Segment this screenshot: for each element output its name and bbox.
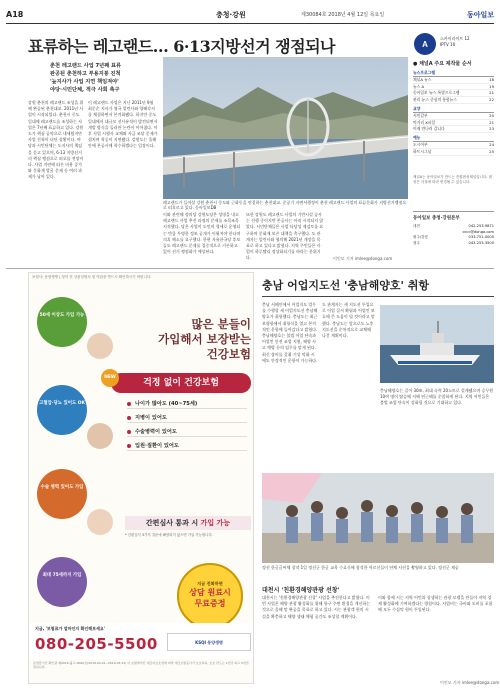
top-headline: 표류하는 레고랜드… 6·13지방선거 쟁점되나 bbox=[28, 37, 335, 56]
schedule-row bbox=[413, 149, 494, 156]
schedule-list bbox=[413, 68, 494, 156]
article-byline: 이인모 기자 imlee@donga.com bbox=[440, 680, 500, 685]
schedule-time: 21 bbox=[489, 119, 494, 125]
schedule-program: 도시어부 bbox=[413, 141, 428, 147]
schedule-row bbox=[413, 106, 494, 113]
page-header bbox=[6, 10, 494, 22]
section-divider bbox=[6, 268, 494, 269]
schedule-program: 채널A 뉴스 bbox=[413, 76, 432, 82]
badge-big-text: 무료증정 bbox=[194, 599, 226, 608]
schedule-time: 22 bbox=[489, 97, 494, 103]
schedule-program: 관리 뉴스 중심의 통합뉴스 bbox=[413, 97, 457, 103]
article-column: 충남해양호는 길이 30m, 최대 속력 20노트로 설계됐으며 승무원 10여 명이 탑승해 서해 연근해를 순찰하게 된다. 지역 어민들은 불법 조업 단속이 강화될 것으로 기대하고 있다. bbox=[380, 388, 494, 406]
schedule-program: 이제 만나러 갑니다 bbox=[413, 126, 445, 132]
issue-date: 제30084호 2018년 4월 12일 목요일 bbox=[301, 12, 385, 18]
deck-line: 춘천 레고랜드 사업 7년째 표류 bbox=[50, 63, 121, 69]
bureau-contact: 043-253-3500 bbox=[468, 240, 494, 245]
bridge-photo bbox=[163, 57, 408, 199]
schedule-row bbox=[413, 77, 494, 84]
schedule-program: 예능 bbox=[413, 135, 421, 141]
channel-numbers bbox=[440, 36, 470, 48]
schedule-note: 채널A는 동아일보가 만드는 종합편성채널입니다. 편성은 사정에 따라 변경될 수 있습니다. bbox=[413, 175, 492, 184]
article-column: 도 관계자는 새 지도선 투입으로 어업 질서 확립과 어업인 보호에 큰 도움이 될 것이라고 말했다. 충남도는 앞으로도 노후 지도선을 순차적으로 교체해 나갈 계획이다. bbox=[322, 302, 375, 339]
schedule-row bbox=[413, 120, 494, 127]
ad-circle-text: 최대 75세까지 가입 bbox=[42, 573, 82, 578]
phone-label: 지금, '보험료가 얼마인지 확인해보세요' bbox=[35, 626, 105, 631]
badge-big-text: 상담 원료시 bbox=[189, 588, 231, 597]
svg-text:A: A bbox=[422, 40, 428, 49]
article-column: 이와 함께 시는 지역 어민과 상생하는 관광 모델을 만들어 지역 경제 활성화에 기여하겠다는 방침이다. 사업비는 국비와 도비를 포함해 모두 수십억 원이 투입된다. bbox=[378, 595, 493, 613]
ad-main-line: 건강보험 bbox=[206, 347, 251, 361]
bureau-label: 청주 bbox=[413, 240, 420, 245]
ad-circle bbox=[37, 297, 87, 347]
article-column: 또한 강원도 레고랜드 사업의 기반시설 공사는 진행 중이지만 본공사는 아직 시작되지 않았다. 시민단체들은 사업 타당성 재검토를 요구하며 문화재 보존 대책을 촉구했다. 도 관계자는 멀린사와 협의해 2021년 개장을 목표로 하고 있다고 밝혔다. 지역 주민들은 사업이 하루빨리 정상화되기를 바라는 분위기다. bbox=[246, 212, 324, 261]
ad-circle-text: 고혈압·당뇨 있어도 OK bbox=[39, 401, 85, 406]
schedule-program: 서민갑부 bbox=[413, 112, 428, 118]
ad-circle-text: 수술 병력 있어도 가입 bbox=[40, 485, 84, 490]
ad-main-line: 가입해서 보장받는 bbox=[158, 332, 251, 346]
schedule-program: 동아일보 뉴스 특별프로그램 bbox=[413, 90, 460, 96]
insurer-logo: KSQI 동양생명 bbox=[167, 633, 251, 651]
photo-caption: 레고랜드가 들어설 강원 춘천시 중도와 근화동을 연결하는 춘천대교. 준공기 자면서행정이 춘천 레고랜드 사업의 표류문화가 지방선거쟁점으로 떠오르고 있다. 동아일보DB bbox=[163, 200, 407, 210]
schedule-program: 뉴스프로그램 bbox=[413, 70, 436, 75]
ad-product-pill: 걱정 없이 건강보험 bbox=[111, 373, 251, 393]
new-badge: NEW bbox=[101, 369, 119, 387]
ad-top-note: 보험사: 동양생명 | 청약 전 상품설명서 및 약관을 반드시 확인하시기 바랍니다. bbox=[32, 275, 152, 279]
ad-benefit-item: 지병이 있어도 bbox=[127, 413, 247, 423]
schedule-row bbox=[413, 90, 494, 97]
ad-banner-emph: 가입 가능 bbox=[200, 519, 231, 527]
article-column: 대천시는 '친환경해양관광 선창' 사업을 추진한다고 밝혔다. 이번 사업은 해양 관광 활성화를 위해 항구 주변 환경을 개선하는 것으로 올해 말 완공을 목표로 하고 있다. 시는 관광객 편의 시설을 확충하고 해양 생태 체험 공간도 조성할 계획이다. bbox=[262, 595, 371, 619]
schedule-time: 18 bbox=[489, 76, 494, 82]
insurance-ad bbox=[28, 272, 254, 684]
schedule-row bbox=[413, 70, 494, 77]
schedule-program: 먹거리 X파일 bbox=[413, 119, 436, 125]
channel-line: 스카이라이프 12 bbox=[440, 36, 470, 41]
channel-line: IPTV 10 bbox=[440, 42, 456, 47]
article-column: 이 레고랜드 사업은 지난 2011년 9월 최문순 지사가 영국 멀린사와 양해각서를 체결하면서 본격화됐다. 하지만 중도 일대에서 대규모 선사유적이 발견되면서 개발 방식을 둘러싼 논란이 이어졌다. 이후 사업 시행사 교체와 자금 조달 문제가 겹치며 착공이 지연됐다. 강원도는 올해 안에 본공사에 착수하겠다는 입장이다. bbox=[88, 100, 158, 149]
group-photo bbox=[262, 473, 494, 563]
bureau-row bbox=[413, 241, 494, 247]
ad-legal-text: 준법감시인 확인필 제2018-광고-0000호(2018.04.01~2019.03.31) 이 보험계약은 예금자보호법에 따라 예금보험공사가 보호하되, 보호 한도는 1인당 최고 5천만원입니다. bbox=[33, 661, 249, 670]
ad-circle-text: 50세 이상도 가입 가능 bbox=[39, 313, 85, 318]
ad-main-line: 많은 분들이 bbox=[191, 317, 251, 331]
schedule-row bbox=[413, 142, 494, 149]
ad-fine-print: * 간편심사 3가지 질문에 해당되지 않으면 가입 가능합니다. bbox=[125, 533, 213, 537]
schedule-row bbox=[413, 126, 494, 133]
ad-banner bbox=[125, 516, 251, 530]
bureau-contact: cccc@donga.com bbox=[462, 229, 494, 234]
schedule-time: 21 bbox=[489, 90, 494, 96]
ad-benefit-item: 나이가 많아도 (40~75세) bbox=[127, 399, 247, 409]
bureau-box bbox=[413, 211, 494, 246]
phone-number: 080-205-5500 bbox=[35, 635, 158, 653]
page-number: A18 bbox=[6, 10, 24, 19]
article-byline: 이인모 기자 imlee@donga.com bbox=[333, 256, 393, 261]
deck-line: 완공된 춘천하고 부용지붕 진척 bbox=[50, 71, 121, 77]
bureau-label: 원주/강릉 bbox=[413, 235, 429, 239]
schedule-program: 하트시그널 bbox=[413, 148, 432, 154]
channel-a-logo bbox=[413, 32, 437, 56]
badge-small-text: 지금 전화하면 bbox=[197, 581, 223, 586]
deck-line: '늪지사가 사업 지연 책임져야' bbox=[50, 79, 119, 85]
bureau-title: 동아일보 충청·강원본부 bbox=[413, 216, 460, 221]
ad-benefit-item: 수술병력이 있어도 bbox=[127, 427, 247, 437]
top-deck bbox=[50, 62, 160, 94]
section-name: 충청·강원 bbox=[216, 11, 246, 19]
ad-benefit-item: 입원·질환이 있어도 bbox=[127, 441, 247, 451]
bureau-contact: 042-253-9871 bbox=[468, 224, 494, 228]
ad-circle bbox=[37, 385, 87, 435]
person-face-icon bbox=[87, 423, 113, 449]
ad-circle bbox=[37, 469, 87, 519]
ad-main-copy bbox=[111, 317, 251, 362]
newspaper-logo: 동아일보 bbox=[466, 10, 494, 19]
schedule-program: 뉴스 A bbox=[413, 83, 425, 89]
article-column: 강원 춘천의 레고랜드 조성을 위해 완공된 춘천대교. 2011년 사업이 시작되었다. 춘천시 중도 일대에 레고랜드를 조성하는 사업은 7년째 표류하고 있다. 강원도가 핵심 공약으로 내세웠지만 사업 진척이 더딘 상황이다. 야당과 시민단체는 도지사의 책임을 묻고 있으며, 6·13 지방선거의 핵심 쟁점으로 떠오를 전망이다. 사업 지연에 따른 비용 증가와 문화재 발굴 문제 등 여러 과제가 남아 있다. bbox=[28, 100, 84, 180]
schedule-time: 19 bbox=[489, 83, 494, 89]
free-gift-badge bbox=[177, 563, 243, 629]
schedule-time: 23 bbox=[489, 126, 494, 132]
sub-headline: 대천시 '친환경해양관광 선창' bbox=[262, 587, 340, 594]
ad-phone-panel bbox=[29, 623, 254, 659]
ad-banner-text: 간편심사 통과 시 bbox=[145, 519, 199, 527]
schedule-row bbox=[413, 113, 494, 120]
schedule-title: ● 채널A 주요 제작물 순서 bbox=[413, 61, 472, 67]
schedule-time: 24 bbox=[489, 141, 494, 147]
person-face-icon bbox=[87, 509, 113, 535]
schedule-row bbox=[413, 135, 494, 142]
ad-circle bbox=[37, 557, 87, 607]
right-rule bbox=[262, 296, 494, 297]
right-headline: 충남 어업지도선 '충남해양호' 취항 bbox=[262, 279, 429, 292]
group-photo-caption: 정선 한글글씨체 창작 1일 정선군 한글 교육 수료식에 참석한 어르신들이 단체 사진을 촬영하고 있다. 정선군 제공 bbox=[262, 565, 459, 570]
schedule-row bbox=[413, 84, 494, 91]
bureau-label: 대전 bbox=[413, 224, 420, 228]
ship-photo bbox=[380, 305, 494, 383]
schedule-time: 20 bbox=[489, 112, 494, 118]
schedule-row bbox=[413, 97, 494, 104]
article-column: 충남 서해안에서 어업지도 업무를 수행할 새 어업지도선 충남해양호가 취항했다. 충남도는 최근 보령항에서 취항식을 열고 본격적인 운항에 들어갔다고 밝혔다. 충남해양호는 불법 어업 단속과 어업인 안전 조업 지원, 해양 사고 예방 등의 임무를 맡게 된다. 최신 장비를 갖춰 기상 악화 시에도 안정적인 운항이 가능하다. bbox=[262, 302, 318, 363]
schedule-program: 교양 bbox=[413, 105, 421, 111]
person-face-icon bbox=[87, 333, 113, 359]
deck-line: 야당·시민단체, 적극 사회 촉구 bbox=[50, 87, 120, 93]
bureau-contact: 033-751-0000 bbox=[468, 235, 494, 239]
article-column: 이와 관련해 정의당 강원도당은 성명을 내고 레고랜드 사업 추진 과정의 문제를 조목조목 지적했다. 당은 사업이 도민의 혈세로 운영되는 만큼 투명한 정보 공개가 이뤄져야 한다며 의혹 해소를 요구했다. 한편 자유한국당 후보들도 레고랜드 문제를 집중적으로 거론하고 있어 선거 쟁점화가 예상된다. bbox=[163, 212, 241, 255]
bureau-rows bbox=[413, 224, 494, 246]
header-rule bbox=[6, 23, 494, 24]
schedule-time: 25 bbox=[489, 148, 494, 154]
